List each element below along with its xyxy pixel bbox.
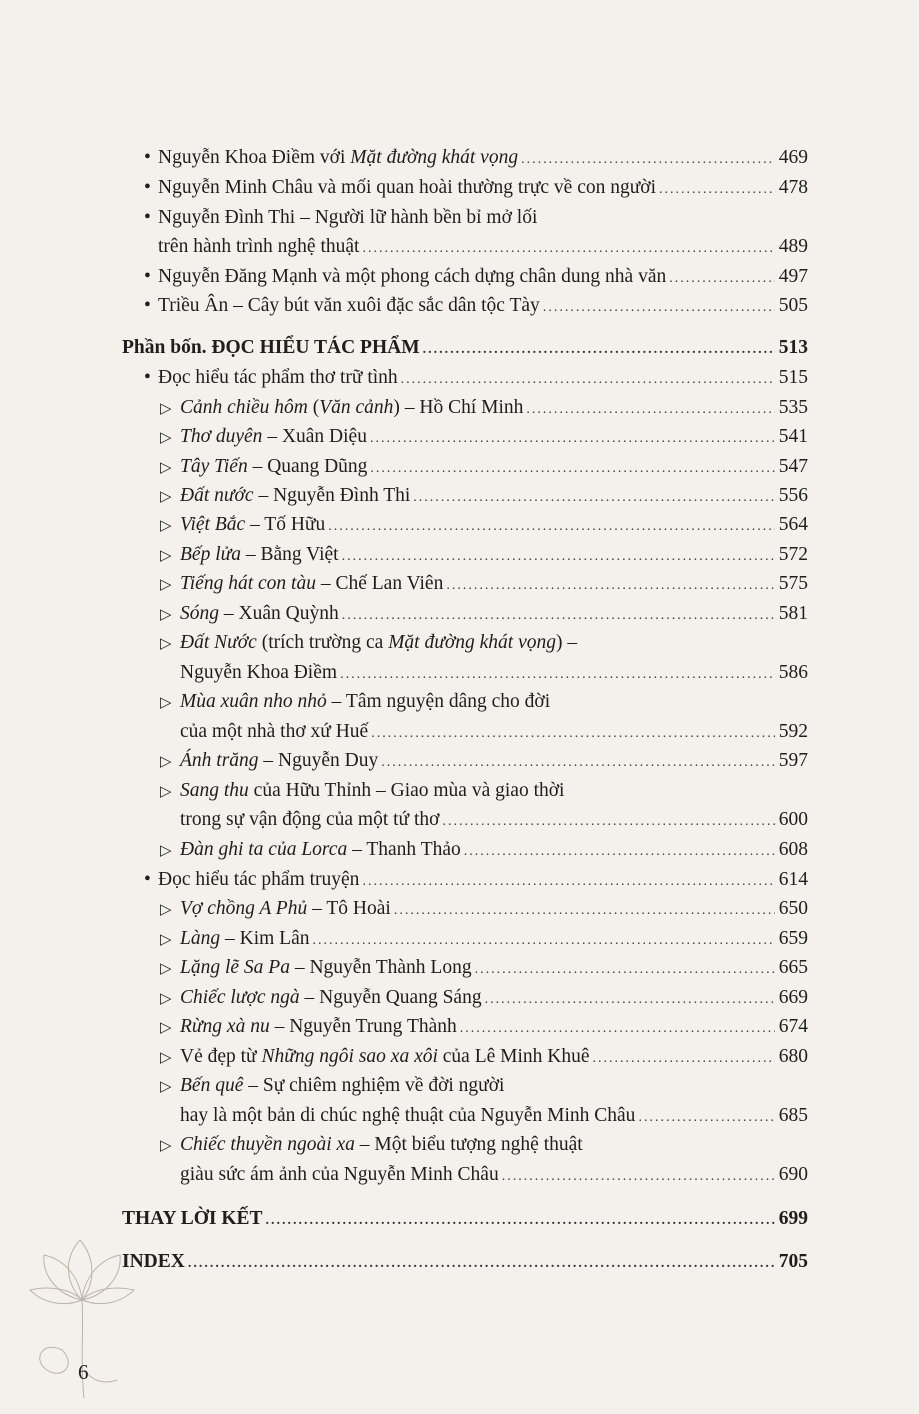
leader-dots (669, 267, 775, 291)
triangle-bullet-icon: ▷ (160, 991, 172, 1007)
triangle-bullet-icon: ▷ (160, 961, 172, 977)
triangle-bullet-icon: ▷ (160, 1079, 172, 1095)
leader-dots (659, 178, 775, 202)
leader-dots (394, 899, 775, 923)
toc-entry[interactable]: Nguyễn Khoa Điềm ..... 586 (180, 661, 808, 687)
page-ref: 659 (778, 928, 808, 949)
leader-dots (446, 574, 775, 598)
toc-entry[interactable]: hay là một bản di chúc nghệ thuật của Nguyễn Minh Châu ..... 685 (180, 1104, 808, 1130)
toc-entry[interactable]: ▷ Làng – Kim Lân ..... 659 (160, 927, 808, 953)
page-ref: 685 (778, 1105, 808, 1126)
leader-dots (413, 486, 775, 510)
page-ref: 541 (778, 426, 808, 447)
page-ref: 699 (778, 1208, 808, 1229)
triangle-bullet-icon: ▷ (160, 695, 172, 711)
toc-entry[interactable]: ▷ Thơ duyên – Xuân Diệu ..... 541 (160, 425, 808, 451)
leader-dots (342, 545, 775, 569)
bullet-icon: • (144, 147, 151, 168)
toc-entry[interactable]: ▷ Lặng lẽ Sa Pa – Nguyễn Thành Long ..... 665 (160, 956, 808, 982)
leader-dots (266, 1209, 775, 1233)
toc-entry[interactable]: ▷ Rừng xà nu – Nguyễn Trung Thành ..... 674 (160, 1015, 808, 1041)
page-ref: 556 (778, 485, 808, 506)
toc-entry[interactable]: ▷ Vẻ đẹp từ Những ngôi sao xa xôi của Lê Minh Khuê ..... 680 (160, 1045, 808, 1071)
toc-entry[interactable]: ▷ Bếp lửa – Bằng Việt ..... 572 (160, 543, 808, 569)
leader-dots (526, 398, 775, 422)
page-ref: 535 (778, 397, 808, 418)
page-ref: 469 (778, 147, 808, 168)
leader-dots (342, 604, 775, 628)
toc-entry[interactable]: • Nguyễn Minh Châu và mối quan hoài thường trực về con người ..... 478 (144, 176, 808, 202)
toc-section[interactable]: • Đọc hiểu tác phẩm thơ trữ tình ..... 515 (144, 366, 808, 392)
leader-dots (340, 663, 775, 687)
toc-entry[interactable]: ▷ Chiếc lược ngà – Nguyễn Quang Sáng ..... 669 (160, 986, 808, 1012)
page-ref: 680 (778, 1046, 808, 1067)
page-ref: 665 (778, 957, 808, 978)
bullet-icon: • (144, 177, 151, 198)
page-ref: 600 (778, 809, 808, 830)
toc-entry[interactable]: ▷ Sóng – Xuân Quỳnh ..... 581 (160, 602, 808, 628)
leader-dots (543, 296, 775, 320)
leader-dots (362, 237, 775, 261)
leader-dots (328, 515, 775, 539)
page-ref: 489 (778, 236, 808, 257)
toc-part-heading[interactable]: INDEX ..... 705 (122, 1250, 808, 1276)
triangle-bullet-icon: ▷ (160, 548, 172, 564)
page-ref: 505 (778, 295, 808, 316)
triangle-bullet-icon: ▷ (160, 1020, 172, 1036)
toc-entry[interactable]: ▷ Tiếng hát con tàu – Chế Lan Viên ..... 575 (160, 572, 808, 598)
toc-entry[interactable]: giàu sức ám ảnh của Nguyễn Minh Châu ..... 690 (180, 1163, 808, 1189)
page-ref: 515 (778, 367, 808, 388)
toc-entry-line1[interactable]: ▷ Đất Nước (trích trường ca Mặt đường khát vọng) – (160, 631, 577, 656)
toc-entry-line1[interactable]: ▷ Sang thu của Hữu Thỉnh – Giao mùa và giao thời (160, 779, 564, 804)
leader-dots (401, 368, 775, 392)
page-ref: 497 (778, 266, 808, 287)
page-number: 6 (78, 1360, 89, 1384)
leader-dots (370, 457, 775, 481)
triangle-bullet-icon: ▷ (160, 577, 172, 593)
page-ref: 669 (778, 987, 808, 1008)
triangle-bullet-icon: ▷ (160, 902, 172, 918)
toc-entry[interactable]: trong sự vận động của một tứ thơ ..... 600 (180, 808, 808, 834)
triangle-bullet-icon: ▷ (160, 932, 172, 948)
page-ref: 575 (778, 573, 808, 594)
toc-entry[interactable]: • Triều Ân – Cây bút văn xuôi đặc sắc dân tộc Tày ..... 505 (144, 294, 808, 320)
triangle-bullet-icon: ▷ (160, 430, 172, 446)
toc-entry-line1[interactable]: ▷ Bến quê – Sự chiêm nghiệm về đời người (160, 1074, 504, 1099)
leader-dots (370, 427, 775, 451)
bullet-icon: • (144, 207, 151, 228)
leader-dots (312, 929, 775, 953)
page-ref: 581 (778, 603, 808, 624)
triangle-bullet-icon: ▷ (160, 754, 172, 770)
bullet-icon: • (144, 266, 151, 287)
toc-entry-line1[interactable]: • Nguyễn Đình Thi – Người lữ hành bền bỉ mở lối (144, 207, 538, 228)
bullet-icon: • (144, 295, 151, 316)
page-ref: 608 (778, 839, 808, 860)
triangle-bullet-icon: ▷ (160, 607, 172, 623)
page-ref: 564 (778, 514, 808, 535)
triangle-bullet-icon: ▷ (160, 1050, 172, 1066)
page-ref: 674 (778, 1016, 808, 1037)
toc-entry[interactable]: ▷ Đàn ghi ta của Lorca – Thanh Thảo ..... 608 (160, 838, 808, 864)
toc-entry[interactable]: ▷ Ánh trăng – Nguyễn Duy ..... 597 (160, 749, 808, 775)
toc-entry[interactable]: • Nguyễn Đăng Mạnh và một phong cách dựng chân dung nhà văn ..... 497 (144, 265, 808, 291)
page-ref: 572 (778, 544, 808, 565)
page-ref: 614 (778, 869, 808, 890)
bullet-icon: • (144, 367, 151, 388)
leader-dots (485, 988, 775, 1012)
leader-dots (362, 870, 775, 894)
bullet-icon: • (144, 869, 151, 890)
leader-dots (381, 751, 775, 775)
triangle-bullet-icon: ▷ (160, 518, 172, 534)
toc-entry[interactable]: ▷ Cảnh chiều hôm (Văn cảnh) – Hồ Chí Minh ..... 535 (160, 396, 808, 422)
leader-dots (464, 840, 775, 864)
toc-entry[interactable]: ▷ Tây Tiến – Quang Dũng ..... 547 (160, 455, 808, 481)
page-ref: 513 (778, 337, 808, 358)
triangle-bullet-icon: ▷ (160, 784, 172, 800)
leader-dots (521, 148, 775, 172)
triangle-bullet-icon: ▷ (160, 401, 172, 417)
leader-dots (371, 722, 775, 746)
triangle-bullet-icon: ▷ (160, 489, 172, 505)
leader-dots (475, 958, 775, 982)
leader-dots (460, 1017, 775, 1041)
triangle-bullet-icon: ▷ (160, 636, 172, 652)
toc-part-heading[interactable]: THAY LỜI KẾT ..... 699 (122, 1207, 808, 1233)
page-ref: 547 (778, 456, 808, 477)
triangle-bullet-icon: ▷ (160, 1138, 172, 1154)
leader-dots (502, 1165, 775, 1189)
page-ref: 478 (778, 177, 808, 198)
page-ref: 597 (778, 750, 808, 771)
page-ref: 705 (778, 1251, 808, 1272)
page-ref: 586 (778, 662, 808, 683)
page-ref: 650 (778, 898, 808, 919)
toc-entry-line1[interactable]: ▷ Chiếc thuyền ngoài xa – Một biểu tượng nghệ thuật (160, 1133, 583, 1158)
triangle-bullet-icon: ▷ (160, 460, 172, 476)
toc-entry-line1[interactable]: ▷ Mùa xuân nho nhỏ – Tâm nguyện dâng cho đời (160, 690, 550, 715)
toc-part-heading[interactable]: Phần bốn. ĐỌC HIỂU TÁC PHẨM ..... 513 (122, 336, 808, 362)
page-ref: 592 (778, 721, 808, 742)
toc-entry[interactable]: • Nguyễn Khoa Điềm với Mặt đường khát vọng ..... 469 (144, 146, 808, 172)
leader-dots (638, 1106, 775, 1130)
page-ref: 690 (778, 1164, 808, 1185)
toc-entry[interactable]: ▷ Đất nước – Nguyễn Đình Thi ..... 556 (160, 484, 808, 510)
leader-dots (593, 1047, 775, 1071)
toc-entry[interactable]: ▷ Vợ chồng A Phủ – Tô Hoài ..... 650 (160, 897, 808, 923)
toc-entry[interactable]: ▷ Việt Bắc – Tố Hữu ..... 564 (160, 513, 808, 539)
toc-entry[interactable]: của một nhà thơ xứ Huế ..... 592 (180, 720, 808, 746)
triangle-bullet-icon: ▷ (160, 843, 172, 859)
leader-dots (442, 810, 775, 834)
leader-dots (423, 338, 775, 362)
toc-section[interactable]: • Đọc hiểu tác phẩm truyện ..... 614 (144, 868, 808, 894)
leader-dots (188, 1252, 775, 1276)
toc-entry[interactable]: trên hành trình nghệ thuật ..... 489 (158, 235, 808, 261)
